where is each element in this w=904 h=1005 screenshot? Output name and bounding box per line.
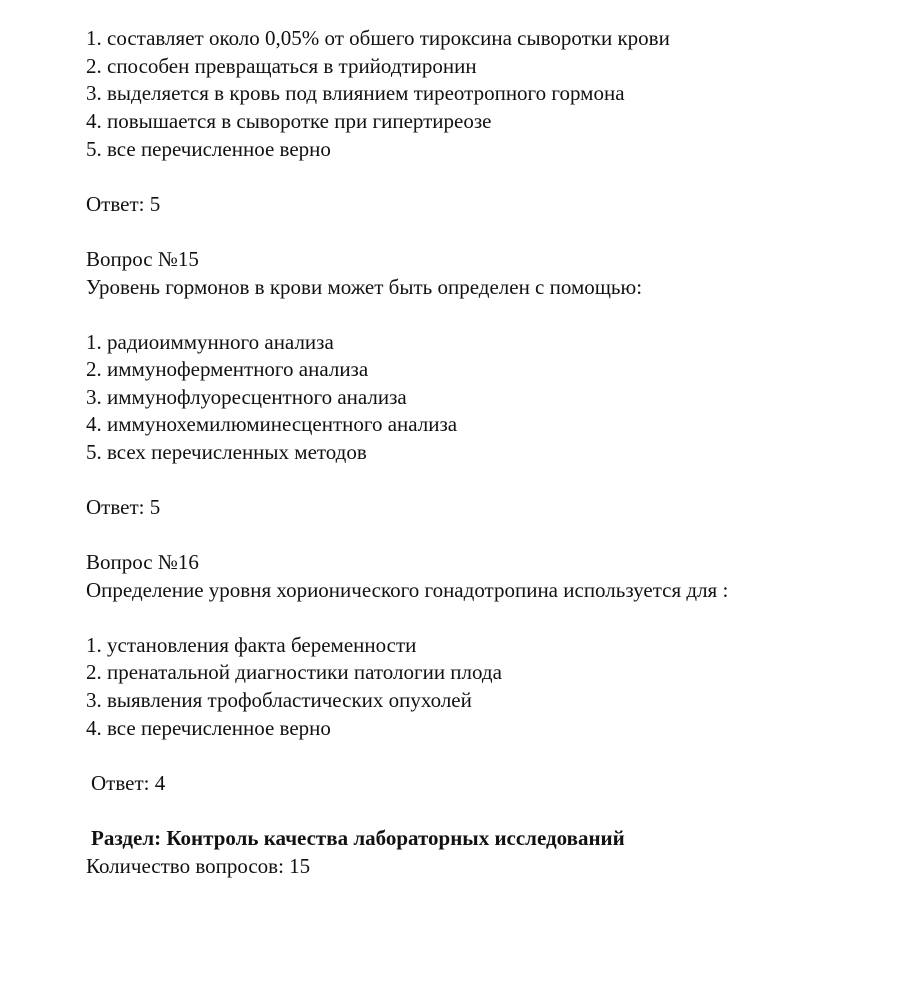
q15-text: Уровень гормонов в крови может быть определен с помощью:	[86, 275, 643, 299]
q14-option-3: 3. выделяется в кровь под влиянием тиреотропного гормона	[86, 81, 625, 105]
q14-option-1: 1. составляет около 0,05% от обшего тироксина сыворотки крови	[86, 26, 670, 50]
section-heading: Раздел: Контроль качества лабораторных исследований	[91, 826, 625, 850]
q14-option-2: 2. способен превращаться в трийодтиронин	[86, 54, 477, 78]
q15-title: Вопрос №15	[86, 247, 199, 271]
q16-answer: Ответ: 4	[91, 771, 166, 795]
q15-option-1: 1. радиоиммунного анализа	[86, 330, 334, 354]
q16-option-2: 2. пренатальной диагностики патологии плода	[86, 660, 502, 684]
q16-option-3: 3. выявления трофобластических опухолей	[86, 688, 472, 712]
q14-answer: Ответ: 5	[86, 192, 161, 216]
q15-option-2: 2. иммуноферментного анализа	[86, 357, 369, 381]
q14-option-5: 5. все перечисленное верно	[86, 137, 331, 161]
q16-option-4: 4. все перечисленное верно	[86, 716, 331, 740]
section-question-count: Количество вопросов: 15	[86, 854, 311, 878]
q14-option-4: 4. повышается в сыворотке при гипертиреозе	[86, 109, 492, 133]
q15-option-5: 5. всех перечисленных методов	[86, 440, 367, 464]
q15-answer: Ответ: 5	[86, 495, 161, 519]
q16-option-1: 1. установления факта беременности	[86, 633, 417, 657]
q15-option-3: 3. иммунофлуоресцентного анализа	[86, 385, 407, 409]
q16-title: Вопрос №16	[86, 550, 199, 574]
q16-text: Определение уровня хорионического гонадотропина используется для :	[86, 578, 729, 602]
q15-option-4: 4. иммунохемилюминесцентного анализа	[86, 412, 458, 436]
